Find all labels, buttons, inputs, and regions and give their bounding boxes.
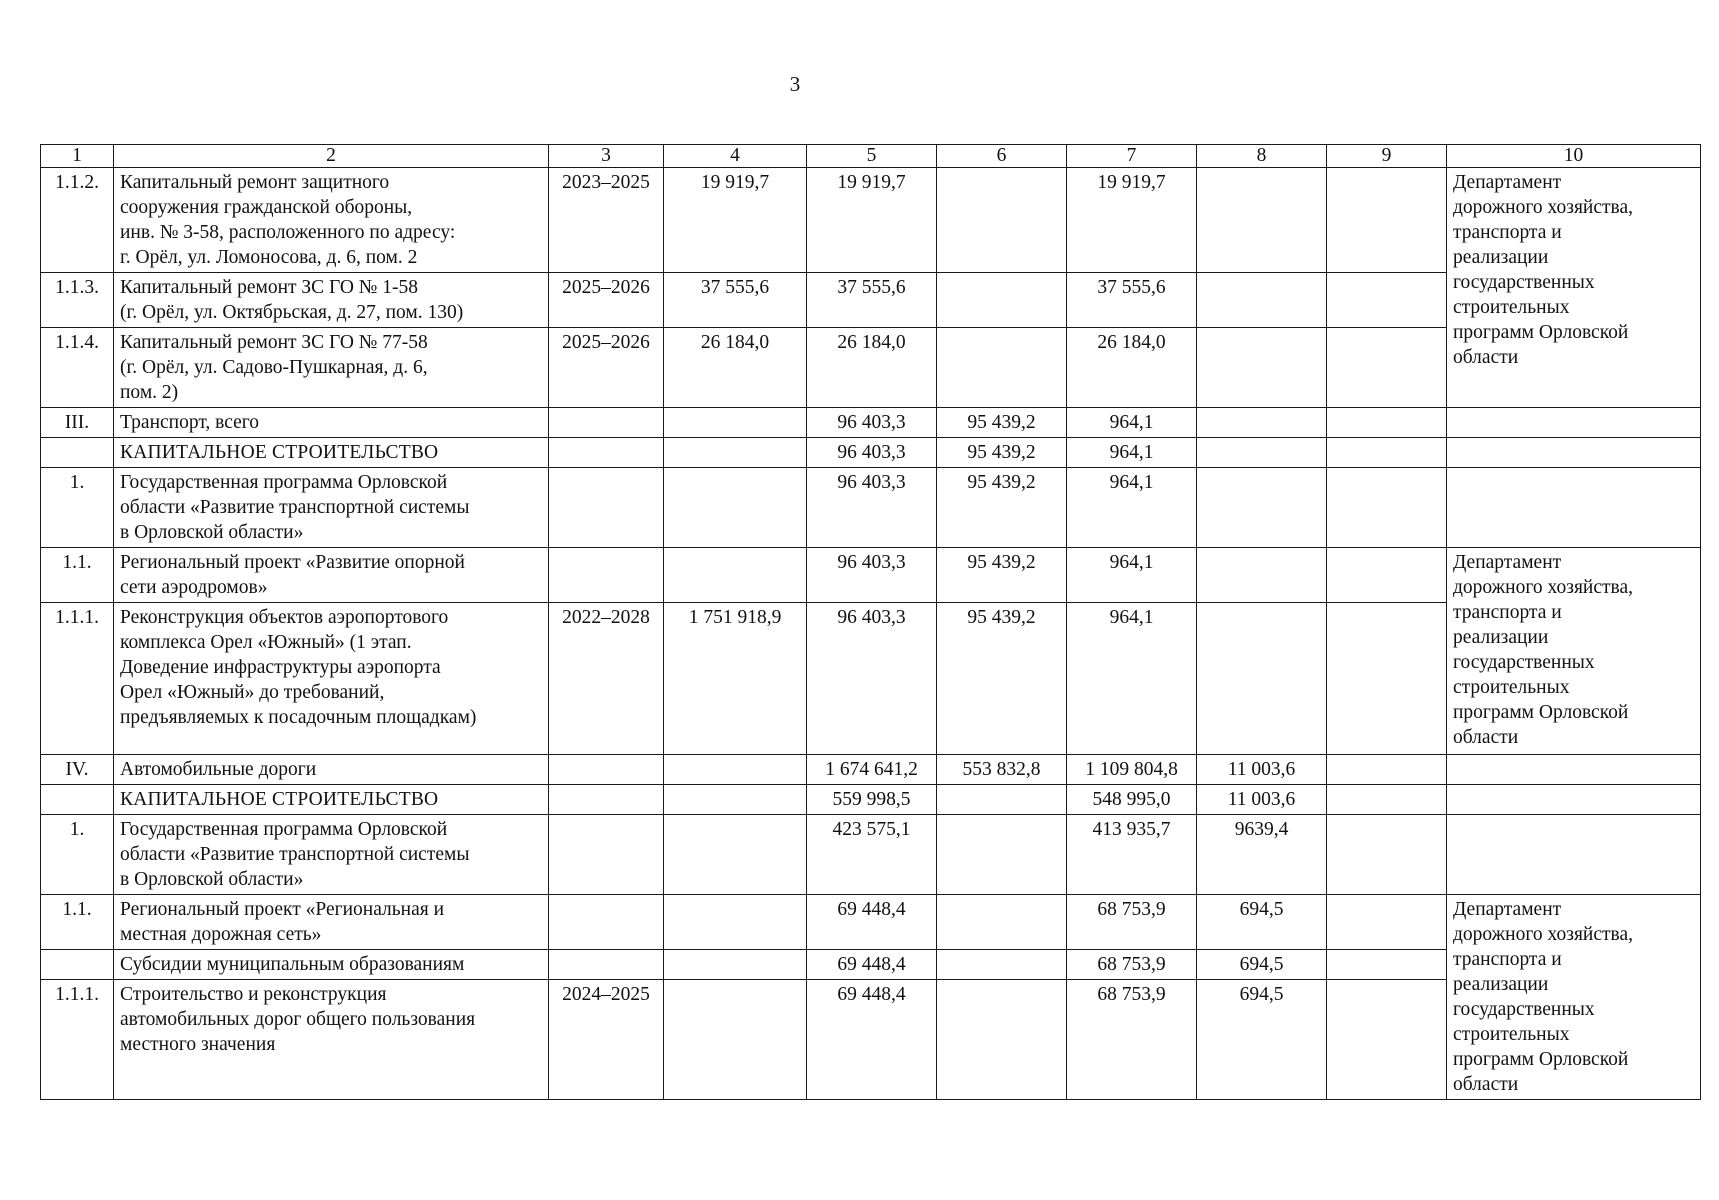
- table-row: [41, 438, 1701, 468]
- row-col7: 964,1: [1067, 438, 1197, 468]
- row-number: IV.: [41, 755, 114, 785]
- budget-table: [40, 144, 1701, 1100]
- row-col6: [937, 168, 1067, 273]
- row-period: [549, 950, 664, 980]
- row-col4: 26 184,0: [664, 328, 807, 408]
- row-col6: 95 439,2: [937, 603, 1067, 755]
- row-number: 1.1.: [41, 548, 114, 603]
- row-name: Субсидии муниципальным образованиям: [114, 950, 549, 980]
- row-col8: [1197, 408, 1327, 438]
- row-period: 2023–2025: [549, 168, 664, 273]
- row-col6: [937, 815, 1067, 895]
- row-col6: [937, 980, 1067, 1100]
- row-col4: 37 555,6: [664, 273, 807, 328]
- column-header: 8: [1197, 145, 1327, 168]
- row-col10: [1447, 468, 1701, 548]
- table-row: [41, 408, 1701, 438]
- row-col5: 96 403,3: [807, 468, 937, 548]
- row-col8: 694,5: [1197, 895, 1327, 950]
- row-col5: 19 919,7: [807, 168, 937, 273]
- row-col8: [1197, 548, 1327, 603]
- row-name: Автомобильные дороги: [114, 755, 549, 785]
- row-name: Региональный проект «Развитие опорной сети аэродромов»: [114, 548, 549, 603]
- row-col7: 413 935,7: [1067, 815, 1197, 895]
- row-period: [549, 468, 664, 548]
- column-header: 1: [41, 145, 114, 168]
- row-col8: 9639,4: [1197, 815, 1327, 895]
- row-col10: [1447, 408, 1701, 438]
- row-number: III.: [41, 408, 114, 438]
- row-number: 1.: [41, 815, 114, 895]
- table-row: [41, 468, 1701, 548]
- row-col4: [664, 438, 807, 468]
- row-col7: 964,1: [1067, 603, 1197, 755]
- row-col6: [937, 895, 1067, 950]
- row-col7: 964,1: [1067, 468, 1197, 548]
- row-col10: [1447, 785, 1701, 815]
- table-row: [41, 815, 1701, 895]
- row-period: [549, 895, 664, 950]
- responsible-department: Департамент дорожного хозяйства, транспорта и реализации государственных строительных программ Орловской области: [1447, 895, 1701, 1100]
- row-name: Капитальный ремонт ЗС ГО № 1-58 (г. Орёл, ул. Октябрьская, д. 27, пом. 130): [114, 273, 549, 328]
- row-period: [549, 408, 664, 438]
- row-col8: [1197, 273, 1327, 328]
- row-col6: [937, 273, 1067, 328]
- row-name: Капитальный ремонт ЗС ГО № 77-58 (г. Орёл, ул. Садово-Пушкарная, д. 6, пом. 2): [114, 328, 549, 408]
- row-period: [549, 548, 664, 603]
- row-col5: 96 403,3: [807, 438, 937, 468]
- row-col5: 96 403,3: [807, 548, 937, 603]
- row-col8: [1197, 468, 1327, 548]
- row-col6: 95 439,2: [937, 438, 1067, 468]
- row-period: [549, 815, 664, 895]
- column-header: 6: [937, 145, 1067, 168]
- column-header: 7: [1067, 145, 1197, 168]
- row-col9: [1327, 468, 1447, 548]
- row-period: 2024–2025: [549, 980, 664, 1100]
- row-col8: 694,5: [1197, 980, 1327, 1100]
- column-header: 5: [807, 145, 937, 168]
- row-col5: 69 448,4: [807, 895, 937, 950]
- column-header: 4: [664, 145, 807, 168]
- row-name: Государственная программа Орловской области «Развитие транспортной системы в Орловской области»: [114, 468, 549, 548]
- row-period: 2025–2026: [549, 273, 664, 328]
- row-col9: [1327, 755, 1447, 785]
- row-col6: 95 439,2: [937, 468, 1067, 548]
- column-header: 2: [114, 145, 549, 168]
- row-number: 1.1.: [41, 895, 114, 950]
- row-col7: 37 555,6: [1067, 273, 1197, 328]
- column-header: 9: [1327, 145, 1447, 168]
- responsible-department: Департамент дорожного хозяйства, транспорта и реализации государственных строительных программ Орловской области: [1447, 548, 1701, 755]
- row-col5: 37 555,6: [807, 273, 937, 328]
- page-number: 3: [789, 72, 801, 96]
- row-col6: 95 439,2: [937, 548, 1067, 603]
- row-col9: [1327, 950, 1447, 980]
- row-col4: [664, 950, 807, 980]
- row-number: 1.: [41, 468, 114, 548]
- row-col4: [664, 785, 807, 815]
- row-col9: [1327, 603, 1447, 755]
- row-col4: [664, 755, 807, 785]
- row-number: [41, 438, 114, 468]
- row-col7: 68 753,9: [1067, 980, 1197, 1100]
- row-col6: [937, 785, 1067, 815]
- row-col5: 423 575,1: [807, 815, 937, 895]
- column-header: 10: [1447, 145, 1701, 168]
- row-col4: [664, 815, 807, 895]
- row-col9: [1327, 168, 1447, 273]
- row-col5: 96 403,3: [807, 603, 937, 755]
- table-row: [41, 755, 1701, 785]
- row-number: [41, 950, 114, 980]
- row-col7: 964,1: [1067, 408, 1197, 438]
- row-col9: [1327, 548, 1447, 603]
- row-col4: 1 751 918,9: [664, 603, 807, 755]
- row-name: Строительство и реконструкция автомобильных дорог общего пользования местного значения: [114, 980, 549, 1100]
- row-col7: 68 753,9: [1067, 895, 1197, 950]
- row-col5: 1 674 641,2: [807, 755, 937, 785]
- row-col7: 1 109 804,8: [1067, 755, 1197, 785]
- row-col4: [664, 408, 807, 438]
- row-col8: [1197, 328, 1327, 408]
- row-col10: [1447, 438, 1701, 468]
- row-number: 1.1.3.: [41, 273, 114, 328]
- row-col7: 19 919,7: [1067, 168, 1197, 273]
- row-col7: 68 753,9: [1067, 950, 1197, 980]
- header-row: [41, 145, 1701, 168]
- row-period: 2022–2028: [549, 603, 664, 755]
- row-col4: [664, 895, 807, 950]
- responsible-department: Департамент дорожного хозяйства, транспорта и реализации государственных строительных программ Орловской области: [1447, 168, 1701, 408]
- row-col8: 11 003,6: [1197, 785, 1327, 815]
- row-col9: [1327, 815, 1447, 895]
- column-header: 3: [549, 145, 664, 168]
- row-name: Реконструкция объектов аэропортового комплекса Орел «Южный» (1 этап. Доведение инфраструктуры аэропорта Орел «Южный» до требований, предъявляемых к посадочным площадкам): [114, 603, 549, 755]
- row-name: КАПИТАЛЬНОЕ СТРОИТЕЛЬСТВО: [114, 438, 549, 468]
- row-col8: [1197, 168, 1327, 273]
- row-number: 1.1.1.: [41, 603, 114, 755]
- row-col8: 694,5: [1197, 950, 1327, 980]
- row-number: 1.1.4.: [41, 328, 114, 408]
- row-name: Транспорт, всего: [114, 408, 549, 438]
- row-number: 1.1.1.: [41, 980, 114, 1100]
- table-row: [41, 168, 1701, 273]
- row-col9: [1327, 408, 1447, 438]
- row-name: Региональный проект «Региональная и местная дорожная сеть»: [114, 895, 549, 950]
- row-col8: [1197, 438, 1327, 468]
- row-col7: 548 995,0: [1067, 785, 1197, 815]
- row-period: [549, 785, 664, 815]
- row-col8: [1197, 603, 1327, 755]
- row-col4: [664, 980, 807, 1100]
- row-period: [549, 438, 664, 468]
- row-col9: [1327, 895, 1447, 950]
- row-col6: [937, 950, 1067, 980]
- row-col10: [1447, 815, 1701, 895]
- row-col4: 19 919,7: [664, 168, 807, 273]
- row-col4: [664, 548, 807, 603]
- row-col9: [1327, 273, 1447, 328]
- table-row: [41, 548, 1701, 603]
- row-col7: 964,1: [1067, 548, 1197, 603]
- table-row: [41, 895, 1701, 950]
- row-col9: [1327, 980, 1447, 1100]
- row-col10: [1447, 755, 1701, 785]
- row-col9: [1327, 328, 1447, 408]
- row-col4: [664, 468, 807, 548]
- row-col6: 553 832,8: [937, 755, 1067, 785]
- row-col5: 559 998,5: [807, 785, 937, 815]
- row-col6: [937, 328, 1067, 408]
- row-name: Государственная программа Орловской области «Развитие транспортной системы в Орловской области»: [114, 815, 549, 895]
- row-number: [41, 785, 114, 815]
- row-col9: [1327, 785, 1447, 815]
- row-col8: 11 003,6: [1197, 755, 1327, 785]
- table-row: [41, 785, 1701, 815]
- row-col5: 96 403,3: [807, 408, 937, 438]
- row-col5: 26 184,0: [807, 328, 937, 408]
- row-col5: 69 448,4: [807, 950, 937, 980]
- row-number: 1.1.2.: [41, 168, 114, 273]
- row-col7: 26 184,0: [1067, 328, 1197, 408]
- row-col5: 69 448,4: [807, 980, 937, 1100]
- row-name: КАПИТАЛЬНОЕ СТРОИТЕЛЬСТВО: [114, 785, 549, 815]
- row-period: 2025–2026: [549, 328, 664, 408]
- row-name: Капитальный ремонт защитного сооружения гражданской обороны, инв. № 3-58, расположенного по адресу: г. Орёл, ул. Ломоносова, д. 6, пом. 2: [114, 168, 549, 273]
- row-period: [549, 755, 664, 785]
- row-col6: 95 439,2: [937, 408, 1067, 438]
- row-col9: [1327, 438, 1447, 468]
